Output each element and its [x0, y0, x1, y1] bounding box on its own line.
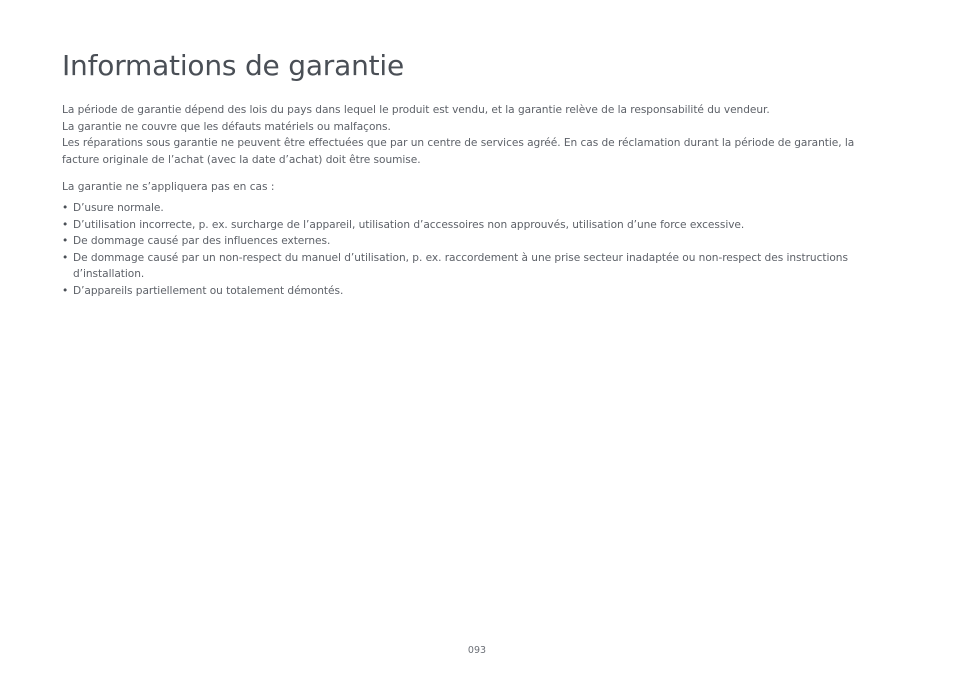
intro-paragraph-1: La période de garantie dépend des lois du pays dans lequel le produit est vendu, et la garantie relève de la responsabilité du vendeur.: [62, 104, 770, 116]
bullet-icon: •: [62, 235, 69, 248]
page-title: Informations de garantie: [62, 49, 405, 82]
list-item-text: D’utilisation incorrecte, p. ex. surcharge de l’appareil, utilisation d’accessoires non approuvés, utilisation d’une force excessive.: [73, 218, 745, 231]
list-item: [62, 233, 878, 250]
intro-section: [62, 102, 892, 168]
list-item-text: De dommage causé par des influences externes.: [73, 235, 331, 248]
intro-paragraph-3: Les réparations sous garantie ne peuvent être effectuées que par un centre de services agréé. En cas de réclamation durant la période de garantie, la facture originale de l’achat (avec la date d’achat) doit être soumise.: [62, 137, 855, 166]
page-number: 093: [467, 645, 487, 656]
list-item-text: D’usure normale.: [73, 201, 164, 214]
list-item: [62, 250, 878, 283]
exclusions-title: La garantie ne s’appliquera pas en cas :: [62, 181, 275, 194]
exclusions-list: [62, 200, 892, 300]
bullet-icon: •: [62, 201, 69, 214]
list-item: [62, 217, 878, 234]
bullet-icon: •: [62, 284, 69, 297]
warranty-page: [62, 48, 892, 300]
bullet-icon: •: [62, 218, 69, 231]
bullet-icon: •: [62, 251, 69, 264]
intro-paragraph-2: La garantie ne couvre que les défauts matériels ou malfaçons.: [62, 120, 391, 133]
list-item: [62, 283, 878, 300]
list-item-text: De dommage causé par un non-respect du manuel d’utilisation, p. ex. raccordement à une prise secteur inadaptée ou non-respect des instructions d’installation.: [73, 251, 848, 281]
list-item: [62, 200, 878, 217]
list-item-text: D’appareils partiellement ou totalement démontés.: [73, 284, 344, 297]
